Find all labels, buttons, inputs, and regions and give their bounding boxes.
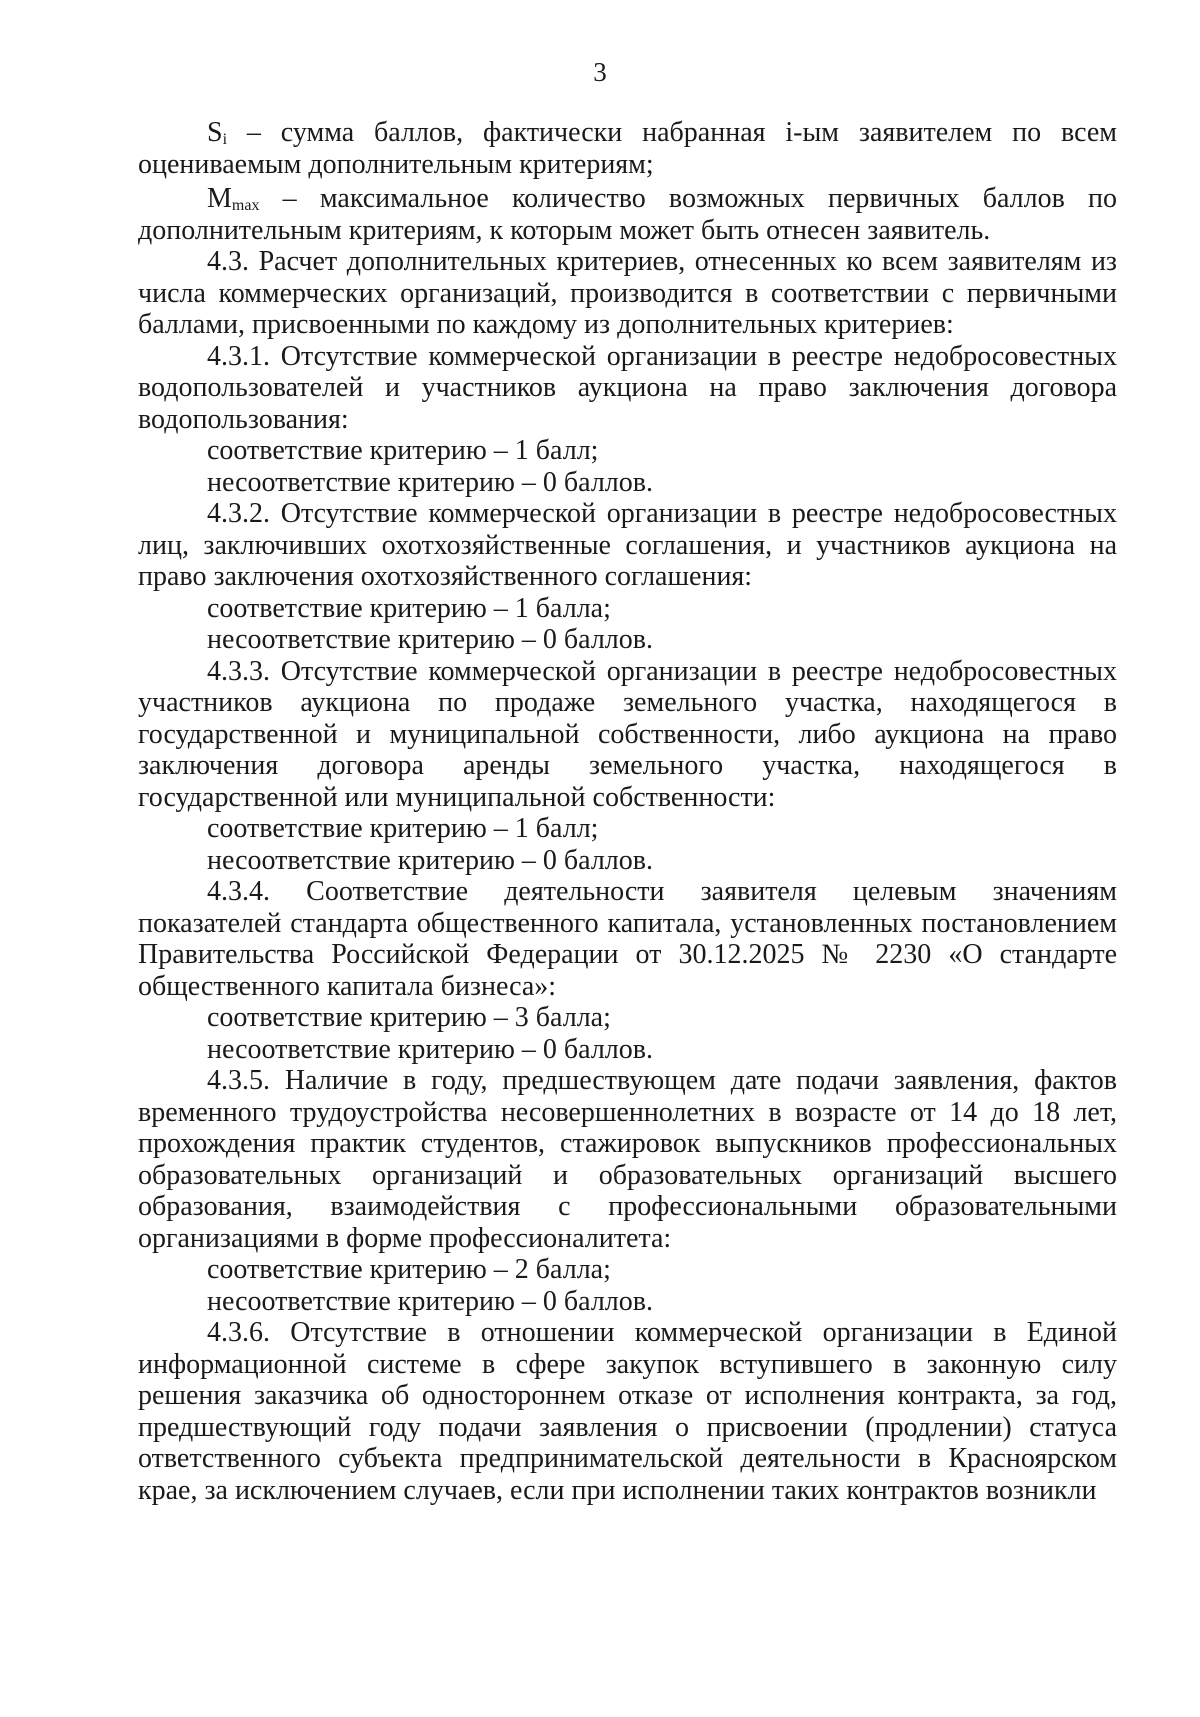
subscript-i: i [222, 131, 228, 148]
item-4-3-2-match: соответствие критерию – 1 балла; [207, 592, 611, 624]
symbol-m: M [207, 183, 232, 214]
item-4-3-5-heading: 4.3.5. Наличие в году, предшествующем дате подачи заявления, фактов временного трудоустройства несовершеннолетних в возрасте от 14 до 18 лет, прохождения практик студентов, стажировок выпускников профессиональных образовательных организаций и образовательных организаций высшего образования, взаимодействия с профессиональными образовательными организациями в форме профессионалитета: [138, 1065, 1117, 1254]
item-4-3-2-heading: 4.3.2. Отсутствие коммерческой организации в реестре недобросовестных лиц, заключивших охотхозяйственные соглашения, и участников аукциона на право заключения охотхозяйственного соглашения: [138, 498, 1117, 592]
item-4-3-4-mismatch: несоответствие критерию – 0 баллов. [207, 1033, 654, 1065]
definition-mmax-text: – максимальное количество возможных первичных баллов по дополнительным критериям, к которым может быть отнесен заявитель. [138, 183, 1117, 246]
item-4-3-3-mismatch: несоответствие критерию – 0 баллов. [207, 844, 654, 876]
item-4-3-1-mismatch: несоответствие критерию – 0 баллов. [207, 466, 654, 498]
item-4-3-3-heading: 4.3.3. Отсутствие коммерческой организации в реестре недобросовестных участников аукциона по продаже земельного участка, находящегося в государственной и муниципальной собственности, либо аукциона на право заключения договора аренды земельного участка, находящегося в государственной или муниципальной собственности: [138, 655, 1117, 813]
item-4-3-4-heading: 4.3.4. Соответствие деятельности заявителя целевым значениям показателей стандарта общественного капитала, установленных постановлением Правительства Российской Федерации от 30.12.2025 № 2230 «О стандарте общественного капитала бизнеса»: [138, 876, 1117, 1002]
item-4-3-5-mismatch: несоответствие критерию – 0 баллов. [207, 1285, 654, 1317]
section-4-3-intro: 4.3. Расчет дополнительных критериев, отнесенных ко всем заявителям из числа коммерческих организаций, производится в соответствии с первичными баллами, присвоенными по каждому из дополнительных критериев: [138, 246, 1117, 340]
subscript-max: max [231, 197, 260, 214]
item-4-3-5-match: соответствие критерию – 2 балла; [207, 1254, 611, 1285]
item-4-3-2-mismatch: несоответствие критерию – 0 баллов. [207, 624, 654, 655]
item-4-3-3-match: соответствие критерию – 1 балл; [207, 813, 599, 844]
item-4-3-1-match: соответствие критерию – 1 балл; [207, 435, 599, 466]
definition-mmax [138, 183, 1117, 246]
page-number: 3 [593, 57, 607, 87]
document-body [138, 117, 1117, 1506]
symbol-s: S [207, 117, 223, 148]
item-4-3-4-match: соответствие критерию – 3 балла; [207, 1002, 611, 1033]
definition-si-text: – сумма баллов, фактически набранная i-ым заявителем по всем оцениваемым дополнительным критериям; [138, 117, 1117, 180]
item-4-3-1-heading: 4.3.1. Отсутствие коммерческой организации в реестре недобросовестных водопользователей и участников аукциона на право заключения договора водопользования: [138, 340, 1117, 435]
item-4-3-6-heading: 4.3.6. Отсутствие в отношении коммерческой организации в Единой информационной системе в сфере закупок вступившего в законную силу решения заказчика об одностороннем отказе от исполнения контракта, за год, предшествующий году подачи заявления о присвоении (продлении) статуса ответственного субъекта предпринимательской деятельности в Красноярском крае, за исключением случаев, если при исполнении таких контрактов возникли [138, 1317, 1117, 1506]
definition-si [138, 117, 1117, 180]
